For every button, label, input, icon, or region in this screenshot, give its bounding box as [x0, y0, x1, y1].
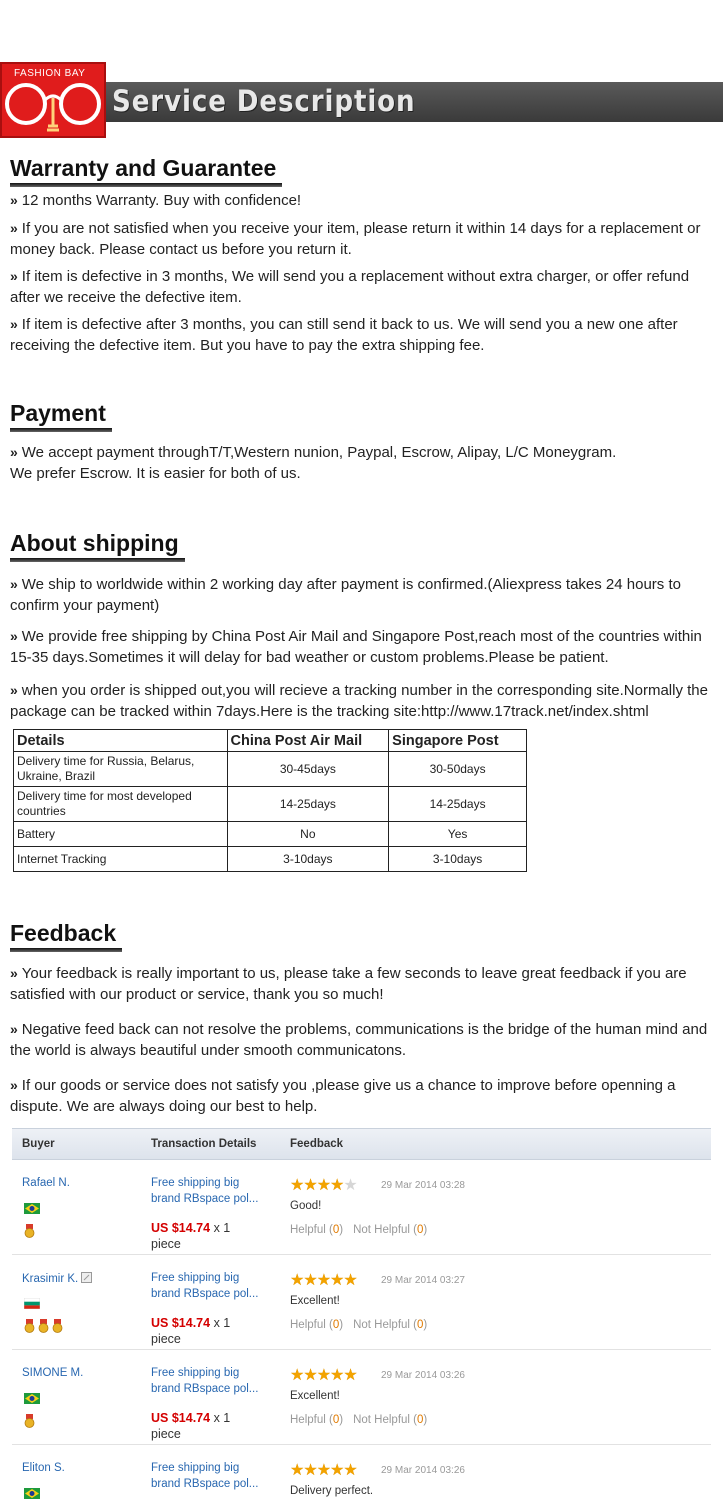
product-link[interactable]: Free shipping big brand RBspace pol...	[151, 1177, 259, 1205]
feedback-date: 29 Mar 2014 03:27	[381, 1275, 465, 1286]
shipping-table-header	[14, 730, 527, 752]
table-cell: Internet Tracking	[14, 847, 228, 872]
medal-icon	[52, 1319, 63, 1333]
rating-star-icon: ★	[290, 1177, 304, 1194]
feedback-row	[12, 1160, 711, 1255]
bulgaria-flag-icon	[24, 1298, 40, 1309]
feedback-text: Excellent!	[290, 1295, 340, 1307]
warranty-item: » If item is defective in 3 months, We will send you a replacement without extra charger, or offer refund after we receive the defective item.	[10, 268, 690, 306]
contact-icon	[81, 1272, 92, 1283]
table-cell: 14-25days	[389, 787, 527, 822]
feedback-date: 29 Mar 2014 03:26	[381, 1465, 465, 1476]
rating-stars	[290, 1368, 357, 1384]
rating-star-icon: ★	[290, 1367, 304, 1384]
rating-star-icon: ★	[303, 1272, 317, 1289]
helpful-votes	[290, 1319, 427, 1331]
product-link[interactable]: Free shipping big brand RBspace pol...	[151, 1272, 259, 1300]
rating-star-icon: ★	[330, 1462, 344, 1479]
feedback-text: Delivery perfect.	[290, 1485, 374, 1497]
rating-star-icon: ★	[343, 1272, 357, 1289]
buyer-name[interactable]: Krasimir K.	[22, 1272, 92, 1285]
feedback-date: 29 Mar 2014 03:26	[381, 1370, 465, 1381]
price: US $14.74 x 1 piece	[151, 1221, 231, 1251]
table-cell: Delivery time for Russia, Belarus, Ukraine, Brazil	[14, 752, 228, 787]
product-link[interactable]: Free shipping big brand RBspace pol...	[151, 1367, 259, 1395]
rating-star-icon: ★	[290, 1462, 304, 1479]
service-banner	[0, 62, 723, 140]
warranty-item: » If you are not satisfied when you receive your item, please return it within 14 days for a replacement or money back. Please contact us before you return it.	[10, 220, 701, 258]
rating-star-icon: ★	[303, 1462, 317, 1479]
helpful-link[interactable]: Helpful (0)	[290, 1319, 344, 1331]
feedback-table-header	[12, 1128, 711, 1160]
table-row	[14, 752, 527, 787]
banner-title: Service Description	[112, 84, 416, 118]
table-cell: 3-10days	[389, 847, 527, 872]
price: US $14.74 x 1 piece	[151, 1411, 231, 1441]
feedback-text: Good!	[290, 1200, 322, 1212]
payment-heading: Payment	[10, 400, 106, 426]
rating-star-icon: ★	[330, 1177, 344, 1194]
rating-star-icon: ★	[316, 1462, 331, 1479]
feedback-heading: Feedback	[10, 920, 117, 946]
medal-icon	[38, 1319, 49, 1333]
brazil-flag-icon	[24, 1393, 40, 1404]
rating-star-icon: ★	[343, 1177, 357, 1194]
warranty-item: » If item is defective after 3 months, you can still send it back to us. We will send you a new one after receiving the defective item. But you have to pay the extra shipping fee.	[10, 316, 678, 354]
buyer-name[interactable]: SIMONE M.	[22, 1367, 84, 1379]
shipping-table	[13, 729, 527, 872]
not-helpful-link[interactable]: Not Helpful (0)	[353, 1224, 428, 1236]
table-header-cell: China Post Air Mail	[227, 730, 389, 752]
feedback-item: » Your feedback is really important to us, please take a few seconds to leave great feedback if you are satisfied with our product or service, thank you so much!	[10, 965, 687, 1003]
payment-methods: » We accept payment throughT/T,Western nunion, Paypal, Escrow, Alipay, L/C Moneygram. We prefer Escrow. It is easier for both of us.	[10, 444, 617, 482]
buyer-name[interactable]: Eliton S.	[22, 1462, 65, 1474]
table-row	[14, 822, 527, 847]
table-row	[14, 787, 527, 822]
rating-star-icon: ★	[343, 1367, 357, 1384]
buyer-name[interactable]: Rafael N.	[22, 1177, 70, 1189]
buyer-medals	[24, 1224, 38, 1243]
feedback-row	[12, 1445, 711, 1500]
table-cell: 30-45days	[227, 752, 389, 787]
logo-text: FASHION BAY	[14, 68, 86, 79]
table-cell: 3-10days	[227, 847, 389, 872]
table-cell: 30-50days	[389, 752, 527, 787]
shipping-heading: About shipping	[10, 530, 179, 556]
helpful-votes	[290, 1224, 427, 1236]
feedback-item: » Negative feed back can not resolve the problems, communications is the bridge of the human mind and the world is always beautiful under smooth communicatons.	[10, 1021, 708, 1059]
table-cell: Delivery time for most developed countries	[14, 787, 228, 822]
rating-star-icon: ★	[316, 1367, 331, 1384]
medal-icon	[24, 1319, 35, 1333]
table-header-cell: Singapore Post	[389, 730, 527, 752]
medal-icon	[24, 1224, 35, 1238]
rating-star-icon: ★	[316, 1272, 331, 1289]
shipping-item: » We ship to worldwide within 2 working day after payment is confirmed.(Aliexpress takes 24 hours to confirm your payment)	[10, 576, 681, 614]
helpful-link[interactable]: Helpful (0)	[290, 1224, 344, 1236]
feedback-column-header: Feedback	[290, 1138, 344, 1150]
buyer-column-header: Buyer	[22, 1138, 55, 1150]
brand-logo	[0, 62, 106, 138]
not-helpful-link[interactable]: Not Helpful (0)	[353, 1319, 428, 1331]
table-cell: 14-25days	[227, 787, 389, 822]
feedback-item: » If our goods or service does not satisfy you ,please give us a chance to improve before openning a dispute. We are always doing our best to help.	[10, 1077, 676, 1115]
feedback-row	[12, 1350, 711, 1445]
rating-star-icon: ★	[303, 1367, 317, 1384]
brazil-flag-icon	[24, 1203, 40, 1214]
rating-star-icon: ★	[330, 1272, 344, 1289]
feedback-row	[12, 1255, 711, 1350]
price: US $14.74 x 1 piece	[151, 1316, 231, 1346]
rating-star-icon: ★	[330, 1367, 344, 1384]
shipping-item: » when you order is shipped out,you will recieve a tracking number in the corresponding site.Normally the package can be tracked within 7days.Here is the tracking site:http://www.17track.net/index.shtml	[10, 682, 708, 720]
brazil-flag-icon	[24, 1488, 40, 1499]
feedback-table	[12, 1128, 711, 1500]
not-helpful-link[interactable]: Not Helpful (0)	[353, 1414, 428, 1426]
table-row	[14, 847, 527, 872]
medal-icon	[24, 1414, 35, 1428]
table-cell: Yes	[389, 822, 527, 847]
feedback-date: 29 Mar 2014 03:28	[381, 1180, 465, 1191]
warranty-item: » 12 months Warranty. Buy with confidence!	[10, 192, 302, 209]
rating-star-icon: ★	[290, 1272, 304, 1289]
rating-stars	[290, 1463, 357, 1479]
table-cell: Battery	[14, 822, 228, 847]
rating-star-icon: ★	[343, 1462, 357, 1479]
rating-star-icon: ★	[316, 1177, 331, 1194]
feedback-rows	[12, 1160, 711, 1500]
sunglasses-icon	[4, 80, 104, 136]
banner-bar	[100, 82, 723, 122]
helpful-votes	[290, 1414, 427, 1426]
warranty-heading: Warranty and Guarantee	[10, 155, 277, 181]
table-cell: No	[227, 822, 389, 847]
buyer-medals	[24, 1414, 38, 1433]
transaction-column-header: Transaction Details	[151, 1138, 257, 1150]
rating-stars	[290, 1273, 357, 1289]
rating-star-icon: ★	[303, 1177, 317, 1194]
rating-stars	[290, 1178, 357, 1194]
feedback-text: Excellent!	[290, 1390, 340, 1402]
helpful-link[interactable]: Helpful (0)	[290, 1414, 344, 1426]
buyer-medals	[24, 1319, 66, 1338]
product-link[interactable]: Free shipping big brand RBspace pol...	[151, 1462, 259, 1490]
table-header-cell: Details	[14, 730, 228, 752]
shipping-item: » We provide free shipping by China Post Air Mail and Singapore Post,reach most of the countries within 15-35 days.Sometimes it will delay for bad weather or custom problems.Please be patient.	[10, 628, 702, 666]
